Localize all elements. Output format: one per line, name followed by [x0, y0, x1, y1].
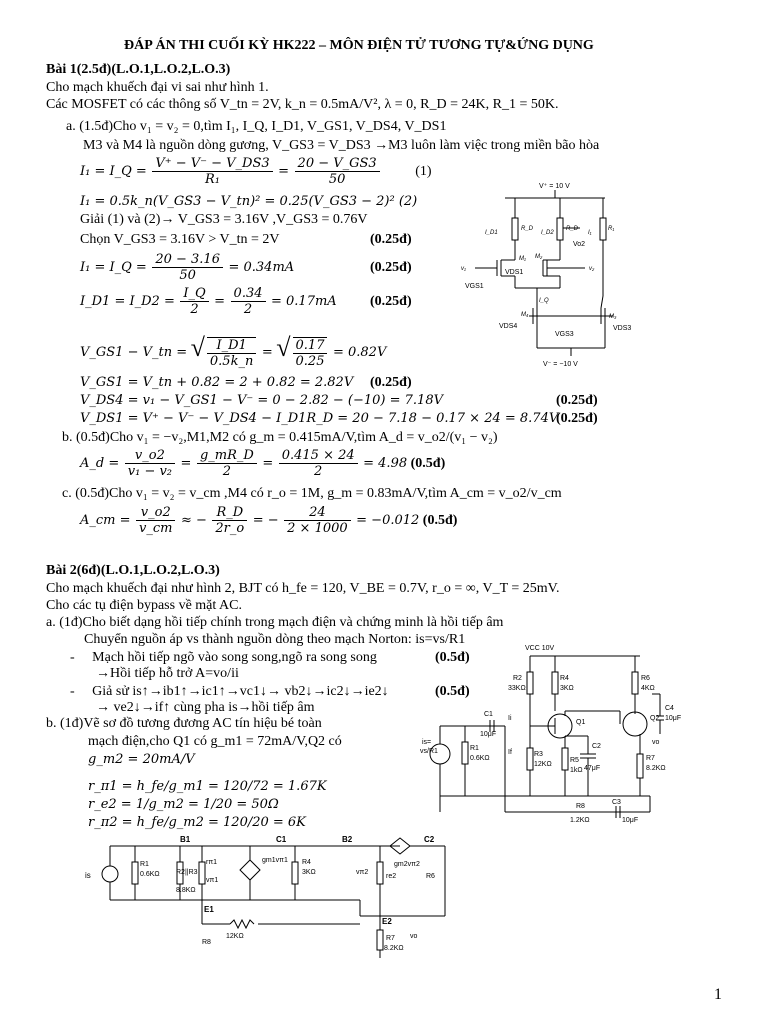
bai2-gm2: g_m2 = 20mA/V — [88, 752, 195, 767]
svg-text:1kΩ: 1kΩ — [570, 767, 583, 774]
svg-text:R_D: R_D — [566, 226, 579, 232]
svg-text:R1: R1 — [140, 861, 149, 868]
svg-text:33KΩ: 33KΩ — [508, 685, 526, 692]
bai2-part-b: b. (1đ)Vẽ sơ đồ tương đương AC tín hiệu bé toàn — [46, 716, 322, 731]
svg-text:gm1vπ1: gm1vπ1 — [262, 857, 288, 864]
svg-text:R1: R1 — [470, 745, 479, 752]
bai1-heading: Bài 1(2.5đ)(L.O.1,L.O.2,L.O.3) — [46, 62, 231, 77]
svg-text:R_D: R_D — [521, 226, 534, 232]
page-number: 1 — [714, 986, 722, 1003]
svg-text:VCC 10V: VCC 10V — [525, 645, 555, 652]
svg-text:10μF: 10μF — [665, 715, 682, 722]
svg-text:M₄: M₄ — [521, 312, 529, 318]
svg-text:vo: vo — [652, 739, 660, 746]
page-title: ĐÁP ÁN THI CUỐI KỲ HK222 – MÔN ĐIỆN TỬ TƯƠNG TỰ&ỨNG DỤNG — [124, 38, 594, 53]
svg-text:10μF: 10μF — [622, 817, 639, 824]
bai2-norton: Chuyển nguồn áp vs thành nguồn dòng theo mạch Norton: is=vs/R1 — [84, 632, 466, 647]
bai1-part-b: b. (0.5đ)Cho v₁ = −v₂,M1,M2 có g_m = 0.415mA/V,tìm A_d = v_o2/(v₁ − v₂) — [62, 430, 498, 445]
equation-7: V_GS1 − V_tn = √ $\frac{I\_D1}{0.5k\_n}$ = √ $\frac{0.17}{0.25}$ = 0.82V — [80, 333, 387, 369]
svg-text:VGS1: VGS1 — [465, 283, 484, 290]
svg-text:R6: R6 — [426, 873, 435, 880]
svg-text:R7: R7 — [386, 935, 395, 942]
svg-text:M₁: M₁ — [519, 256, 526, 262]
bai2-bullet-1: - Mạch hồi tiếp ngõ vào song song,ngõ ra song song — [70, 650, 377, 665]
points-a2: (0.25đ) — [370, 260, 412, 275]
svg-text:0.6KΩ: 0.6KΩ — [140, 871, 160, 878]
svg-text:Q1: Q1 — [576, 719, 586, 726]
svg-text:is=: is= — [422, 739, 432, 746]
svg-text:R5: R5 — [570, 757, 579, 764]
svg-text:B2: B2 — [342, 835, 353, 844]
svg-text:C2: C2 — [424, 835, 435, 844]
svg-text:3KΩ: 3KΩ — [302, 869, 316, 876]
svg-text:C2: C2 — [592, 743, 601, 750]
svg-text:rπ1: rπ1 — [206, 859, 218, 866]
svg-text:vπ1: vπ1 — [206, 877, 219, 884]
svg-text:If: If — [508, 749, 512, 756]
equation-8: V_GS1 = V_tn + 0.82 = 2 + 0.82 = 2.82V — [80, 375, 354, 390]
bai2-re2: r_e2 = 1/g_m2 = 1/20 = 50Ω — [88, 797, 279, 812]
svg-text:R8: R8 — [576, 803, 585, 810]
svg-text:vπ2: vπ2 — [356, 869, 369, 876]
svg-text:M₂: M₂ — [535, 254, 543, 260]
svg-text:R2: R2 — [513, 675, 522, 682]
svg-text:I₁: I₁ — [588, 230, 592, 236]
bai2-part-a: a. (1đ)Cho biết dạng hồi tiếp chính trong mạch điện và chứng minh là hồi tiếp âm — [46, 615, 504, 630]
svg-text:VDS3: VDS3 — [613, 325, 632, 332]
points-2a1: (0.5đ) — [435, 650, 470, 665]
equation-10: V_DS1 = V⁺ − V⁻ − V_DS4 − I_D1R_D = 20 − 7.18 − 0.17 × 24 = 8.74V — [80, 411, 559, 426]
svg-text:M₃: M₃ — [609, 314, 617, 320]
svg-text:E2: E2 — [382, 917, 392, 926]
svg-text:0.6KΩ: 0.6KΩ — [470, 755, 490, 762]
svg-text:R₁: R₁ — [608, 226, 615, 232]
svg-text:C1: C1 — [484, 711, 493, 718]
svg-text:E1: E1 — [204, 905, 214, 914]
bai2-bullet-2: - Giả sử is↑→ib1↑→ic1↑→vc1↓→ vb2↓→ic2↓→ie2↓ — [70, 684, 389, 699]
equation-3: Giải (1) và (2)→ V_GS3 = 3.16V ,V_GS3 = 0.76V — [80, 212, 368, 227]
svg-text:VDS1: VDS1 — [505, 269, 524, 276]
svg-text:is: is — [85, 871, 91, 880]
bai1-intro: Cho mạch khuếch đại vi sai như hình 1. — [46, 80, 269, 95]
svg-text:R4: R4 — [302, 859, 311, 866]
bai1-params: Các MOSFET có các thông số V_tn = 2V, k_n = 0.5mA/V², λ = 0, R_D = 24K, R_1 = 50K. — [46, 97, 559, 112]
equation-2: I₁ = 0.5k_n(V_GS3 − V_tn)² = 0.25(V_GS3 − 2)² (2) — [80, 194, 418, 209]
svg-text:VDS4: VDS4 — [499, 323, 518, 330]
svg-text:3KΩ: 3KΩ — [560, 685, 574, 692]
bai2-rpi2: r_π2 = h_fe/g_m2 = 120/20 = 6K — [88, 815, 306, 830]
svg-text:v₂: v₂ — [589, 266, 595, 272]
svg-text:I_Q: I_Q — [539, 298, 549, 304]
points-a5: (0.25đ) — [556, 393, 598, 408]
bai2-bullet-1b: →Hồi tiếp hỗ trở A=vo/ii — [96, 666, 239, 681]
equation-9: V_DS4 = v₁ − V_GS1 − V⁻ = 0 − 2.82 − (−10) = 7.18V — [80, 393, 443, 408]
svg-text:12KΩ: 12KΩ — [534, 761, 552, 768]
bai1-part-c: c. (0.5đ)Cho v₁ = v₂ = v_cm ,M4 có r_o = 1M, g_m = 0.83mA/V,tìm A_cm = v_o2/v_cm — [62, 486, 562, 501]
points-2a2: (0.5đ) — [435, 684, 470, 699]
equation-6: I_D1 = I_D2 = $\frac{I\_Q}{2}$ = $\frac{0.34}{2}$ = 0.17mA — [80, 286, 337, 318]
svg-text:C4: C4 — [665, 705, 674, 712]
equation-5: I₁ = I_Q = $\frac{20 - 3.16}{50}$ = 0.34mA — [80, 252, 295, 284]
svg-text:B1: B1 — [180, 835, 191, 844]
points-a3: (0.25đ) — [370, 294, 412, 309]
svg-text:V⁺ = 10 V: V⁺ = 10 V — [539, 183, 570, 190]
figure-3-ac-equivalent — [80, 834, 460, 960]
bai2-part-b-2: mạch điện,cho Q1 có g_m1 = 72mA/V,Q2 có — [88, 734, 342, 749]
svg-text:8.8KΩ: 8.8KΩ — [176, 887, 196, 894]
svg-text:Q2: Q2 — [650, 715, 660, 722]
equation-1: I₁ = I_Q = $\frac{V^+ - V^- - V\_DS3}{\text{R₁}}$ = $\frac{20 - V\_GS3}{50}$ (1) — [80, 156, 432, 188]
bai2-bullet-2b: → ve2↓→if↑ cùng pha is→hồi tiếp âm — [96, 700, 315, 715]
svg-text:R3: R3 — [534, 751, 543, 758]
svg-text:gm2vπ2: gm2vπ2 — [394, 861, 420, 868]
bai2-heading: Bài 2(6đ)(L.O.1,L.O.2,L.O.3) — [46, 563, 220, 578]
svg-text:8.2KΩ: 8.2KΩ — [646, 765, 666, 772]
bai2-bypass: Cho các tụ điện bypass về mặt AC. — [46, 598, 242, 613]
svg-text:1.2KΩ: 1.2KΩ — [570, 817, 590, 824]
svg-text:vo: vo — [410, 933, 418, 940]
svg-text:R4: R4 — [560, 675, 569, 682]
svg-text:R6: R6 — [641, 675, 650, 682]
svg-text:R2||R3: R2||R3 — [176, 869, 198, 876]
svg-text:8.2KΩ: 8.2KΩ — [384, 945, 404, 952]
svg-text:V⁻ = −10 V: V⁻ = −10 V — [543, 361, 578, 368]
svg-text:C1: C1 — [276, 835, 287, 844]
svg-text:VGS3: VGS3 — [555, 331, 574, 338]
svg-text:4KΩ: 4KΩ — [641, 685, 655, 692]
svg-text:Ii: Ii — [508, 715, 512, 722]
bai1-part-a: a. (1.5đ)Cho v₁ = v₂ = 0,tìm I₁, I_Q, I_D1, V_GS1, V_DS4, V_DS1 — [66, 119, 447, 134]
points-a6: (0.25đ) — [556, 411, 598, 426]
points-a1: (0.25đ) — [370, 232, 412, 247]
svg-text:vs/R1: vs/R1 — [420, 748, 438, 755]
equation-4: Chọn V_GS3 = 3.16V > V_tn = 2V — [80, 232, 280, 247]
figure-2-bjt-amp — [420, 636, 690, 826]
svg-text:I_D1: I_D1 — [485, 230, 498, 236]
bai2-rpi1: r_π1 = h_fe/g_m1 = 120/72 = 1.67K — [88, 779, 327, 794]
svg-text:I_D2: I_D2 — [541, 230, 554, 236]
svg-text:R7: R7 — [646, 755, 655, 762]
bai1-part-a-note: M3 và M4 là nguồn dòng gương, V_GS3 = V_DS3 →M3 luôn làm việc trong miền bão hòa — [83, 138, 600, 153]
svg-text:Vo2: Vo2 — [573, 241, 586, 248]
svg-text:47μF: 47μF — [584, 765, 601, 772]
svg-text:C3: C3 — [612, 799, 621, 806]
equation-b: A_d = $\frac{v\_o2}{\text{v₁ − v₂}}$ = $\frac{g\_mR\_D}{2}$ = $\frac{0.415 \times 24}{2}$ = 4.98 (0.5đ) — [80, 448, 446, 480]
svg-text:12KΩ: 12KΩ — [226, 933, 244, 940]
svg-text:re2: re2 — [386, 873, 397, 880]
figure-1-diff-amp — [455, 178, 655, 368]
bai2-intro: Cho mạch khuếch đại như hình 2, BJT có h_fe = 120, V_BE = 0.7V, r_o = ∞, V_T = 25mV. — [46, 581, 560, 596]
svg-text:v₁: v₁ — [461, 266, 466, 272]
svg-text:R8: R8 — [202, 939, 211, 946]
equation-c: A_cm = $\frac{v\_o2}{v\_cm}$ ≈ − $\frac{R\_D}{2r\_o}$ = − $\frac{24}{2 \times 1000}$ = −0.012 (0.5đ) — [80, 505, 458, 537]
svg-text:10μF: 10μF — [480, 731, 497, 738]
points-a4: (0.25đ) — [370, 375, 412, 390]
